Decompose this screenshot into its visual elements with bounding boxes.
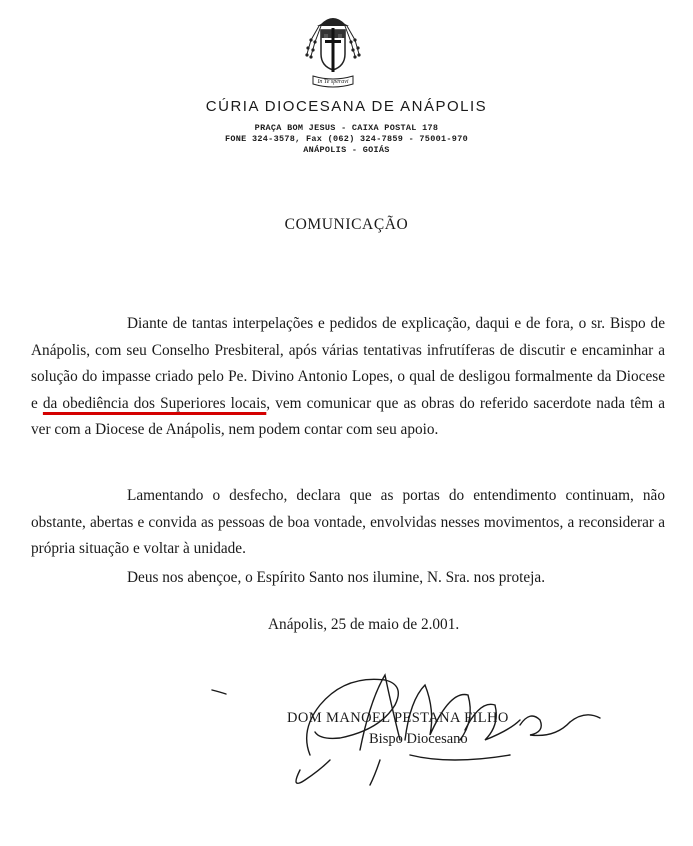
date-line: Anápolis, 25 de maio de 2.001.: [268, 616, 460, 633]
paragraph-3-text: Deus nos abençoe, o Espírito Santo nos ilumine, N. Sra. nos proteja.: [127, 569, 546, 586]
signer-name: DOM MANOEL PESTANA FILHO: [287, 710, 509, 726]
document-title: COMUNICAÇÃO: [284, 216, 409, 233]
underlined-phrase: da obediência dos Superiores locais: [42, 394, 267, 412]
address-line-1: PRAÇA BOM JESUS - CAIXA POSTAL 178: [254, 123, 439, 133]
paragraph-1-end: , vem comunicar que as obras do referido sacerdote nada têm a ver com a Diocese de Anápolis, nem podem contar com seu apoio.: [31, 394, 666, 438]
curia-title: CÚRIA DIOCESANA DE ANÁPOLIS: [205, 98, 488, 115]
address-line-2: FONE 324-3578, Fax (062) 324-7859 - 75001-970: [224, 134, 469, 144]
address-line-3: ANÁPOLIS - GOIÁS: [303, 145, 390, 155]
paragraph-3: [31, 565, 665, 592]
signer-role: Bispo Diocesano: [369, 731, 468, 747]
coat-motto: In Te speravi: [317, 79, 349, 85]
handwritten-signature: [210, 660, 610, 795]
coat-of-arms-icon: [301, 10, 365, 90]
paragraph-1-text: Diante de tantas interpelações e pedidos de explicação, daqui e de fora, o sr. Bispo de Anápolis, com seu Conselho Presbiteral, após várias tentativas infrutíferas de discutir e encaminhar a solução do impasse criado pelo Pe. Divino Antonio Lopes, o qual de desligou formalmente da Diocese e: [31, 315, 665, 412]
paragraph-2: [31, 483, 665, 563]
paragraph-2-text: Lamentando o desfecho, declara que as portas do entendimento continuam, não obstante, abertas e convida as pessoas de boa vontade, envolvidas nesses movimentos, a reconsiderar a própria situação e voltar à unidade.: [31, 487, 665, 557]
paragraph-1: [31, 311, 665, 444]
